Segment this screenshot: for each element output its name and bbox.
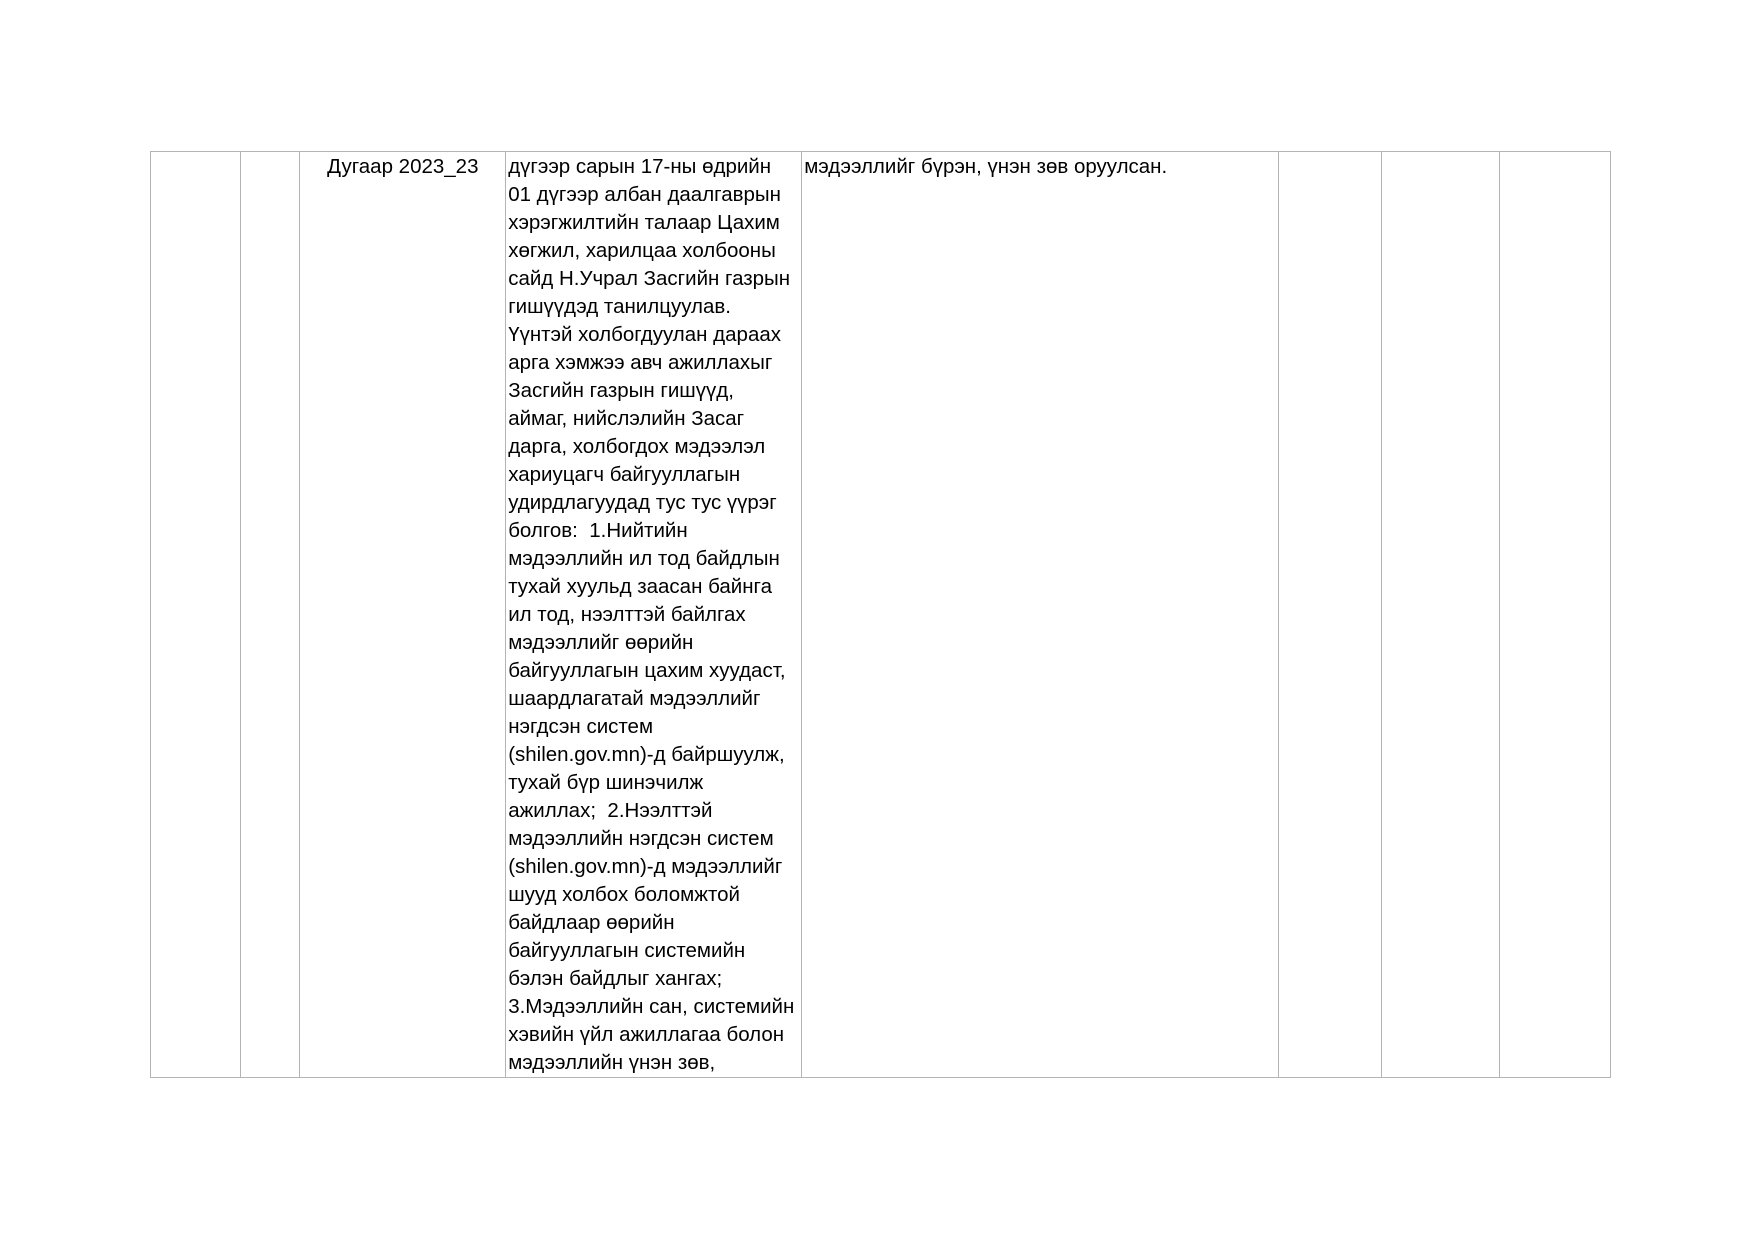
description-line: ажиллах; 2.Нээлттэй (508, 799, 713, 822)
table-cell-empty-6 (1278, 152, 1381, 1078)
description-line: аймаг, нийслэлийн Засаг (508, 407, 745, 430)
description-line: мэдээллийн үнэн зөв, (508, 1051, 716, 1074)
document-number-text: Дугаар 2023_23 (327, 155, 479, 178)
description-line: тухай бүр шинэчилж (508, 771, 704, 794)
description-line: сайд Н.Учрал Засгийн газрын (508, 267, 791, 290)
description-line: гишүүдэд танилцуулав. (508, 295, 731, 318)
table-cell-empty-7 (1382, 152, 1499, 1078)
description-line: тухай хуульд заасан байнга (508, 575, 772, 598)
table-cell-empty-2 (241, 152, 300, 1078)
table-cell-empty-1 (151, 152, 241, 1078)
description-line: хэвийн үйл ажиллагаа болон (508, 1023, 785, 1046)
table-cell-empty-8 (1499, 152, 1610, 1078)
description-line: арга хэмжээ авч ажиллахыг (508, 351, 773, 374)
description-line: шаардлагатай мэдээллийг (508, 687, 761, 710)
description-line: дарга, холбогдох мэдээлэл (508, 435, 766, 458)
description-line: ил тод, нээлттэй байлгах (508, 603, 746, 626)
description-line: бэлэн байдлыг хангах; (508, 967, 723, 990)
description-line: дүгээр сарын 17-ны өдрийн (508, 155, 772, 178)
description-line: удирдлагуудад тус тус үүрэг (508, 491, 777, 514)
description-line: хөгжил, харилцаа холбооны (508, 239, 776, 262)
result-text: мэдээллийг бүрэн, үнэн зөв оруулсан. (804, 155, 1168, 178)
description-line: 01 дүгээр албан даалгаврын (508, 183, 781, 206)
description-line: (shilen.gov.mn)-д мэдээллийг (508, 855, 783, 878)
description-line: нэгдсэн систем (508, 715, 654, 738)
document-table (150, 151, 1611, 1078)
description-line: Засгийн газрын гишүүд, (508, 379, 734, 402)
description-line: шууд холбох боломжтой (508, 883, 741, 906)
description-line: болгов: 1.Нийтийн (508, 519, 688, 542)
document-number-cell (300, 152, 506, 1078)
description-line: мэдээллийн нэгдсэн систем (508, 827, 774, 850)
result-cell (802, 152, 1279, 1078)
description-line: мэдээллийг өөрийн (508, 631, 694, 654)
table-row (151, 152, 1611, 1078)
description-line: (shilen.gov.mn)-д байршуулж, (508, 743, 785, 766)
description-line: Үүнтэй холбогдуулан дараах (508, 323, 781, 346)
description-line: байгууллагын системийн (508, 939, 746, 962)
description-cell (506, 152, 802, 1078)
description-line: 3.Мэдээллийн сан, системийн (508, 995, 795, 1018)
description-line: байдлаар өөрийн (508, 911, 675, 934)
description-line: хариуцагч байгууллагын (508, 463, 741, 486)
description-line: мэдээллийн ил тод байдлын (508, 547, 780, 570)
description-line: байгууллагын цахим хуудаст, (508, 659, 786, 682)
description-line: хэрэгжилтийн талаар Цахим (508, 211, 780, 234)
